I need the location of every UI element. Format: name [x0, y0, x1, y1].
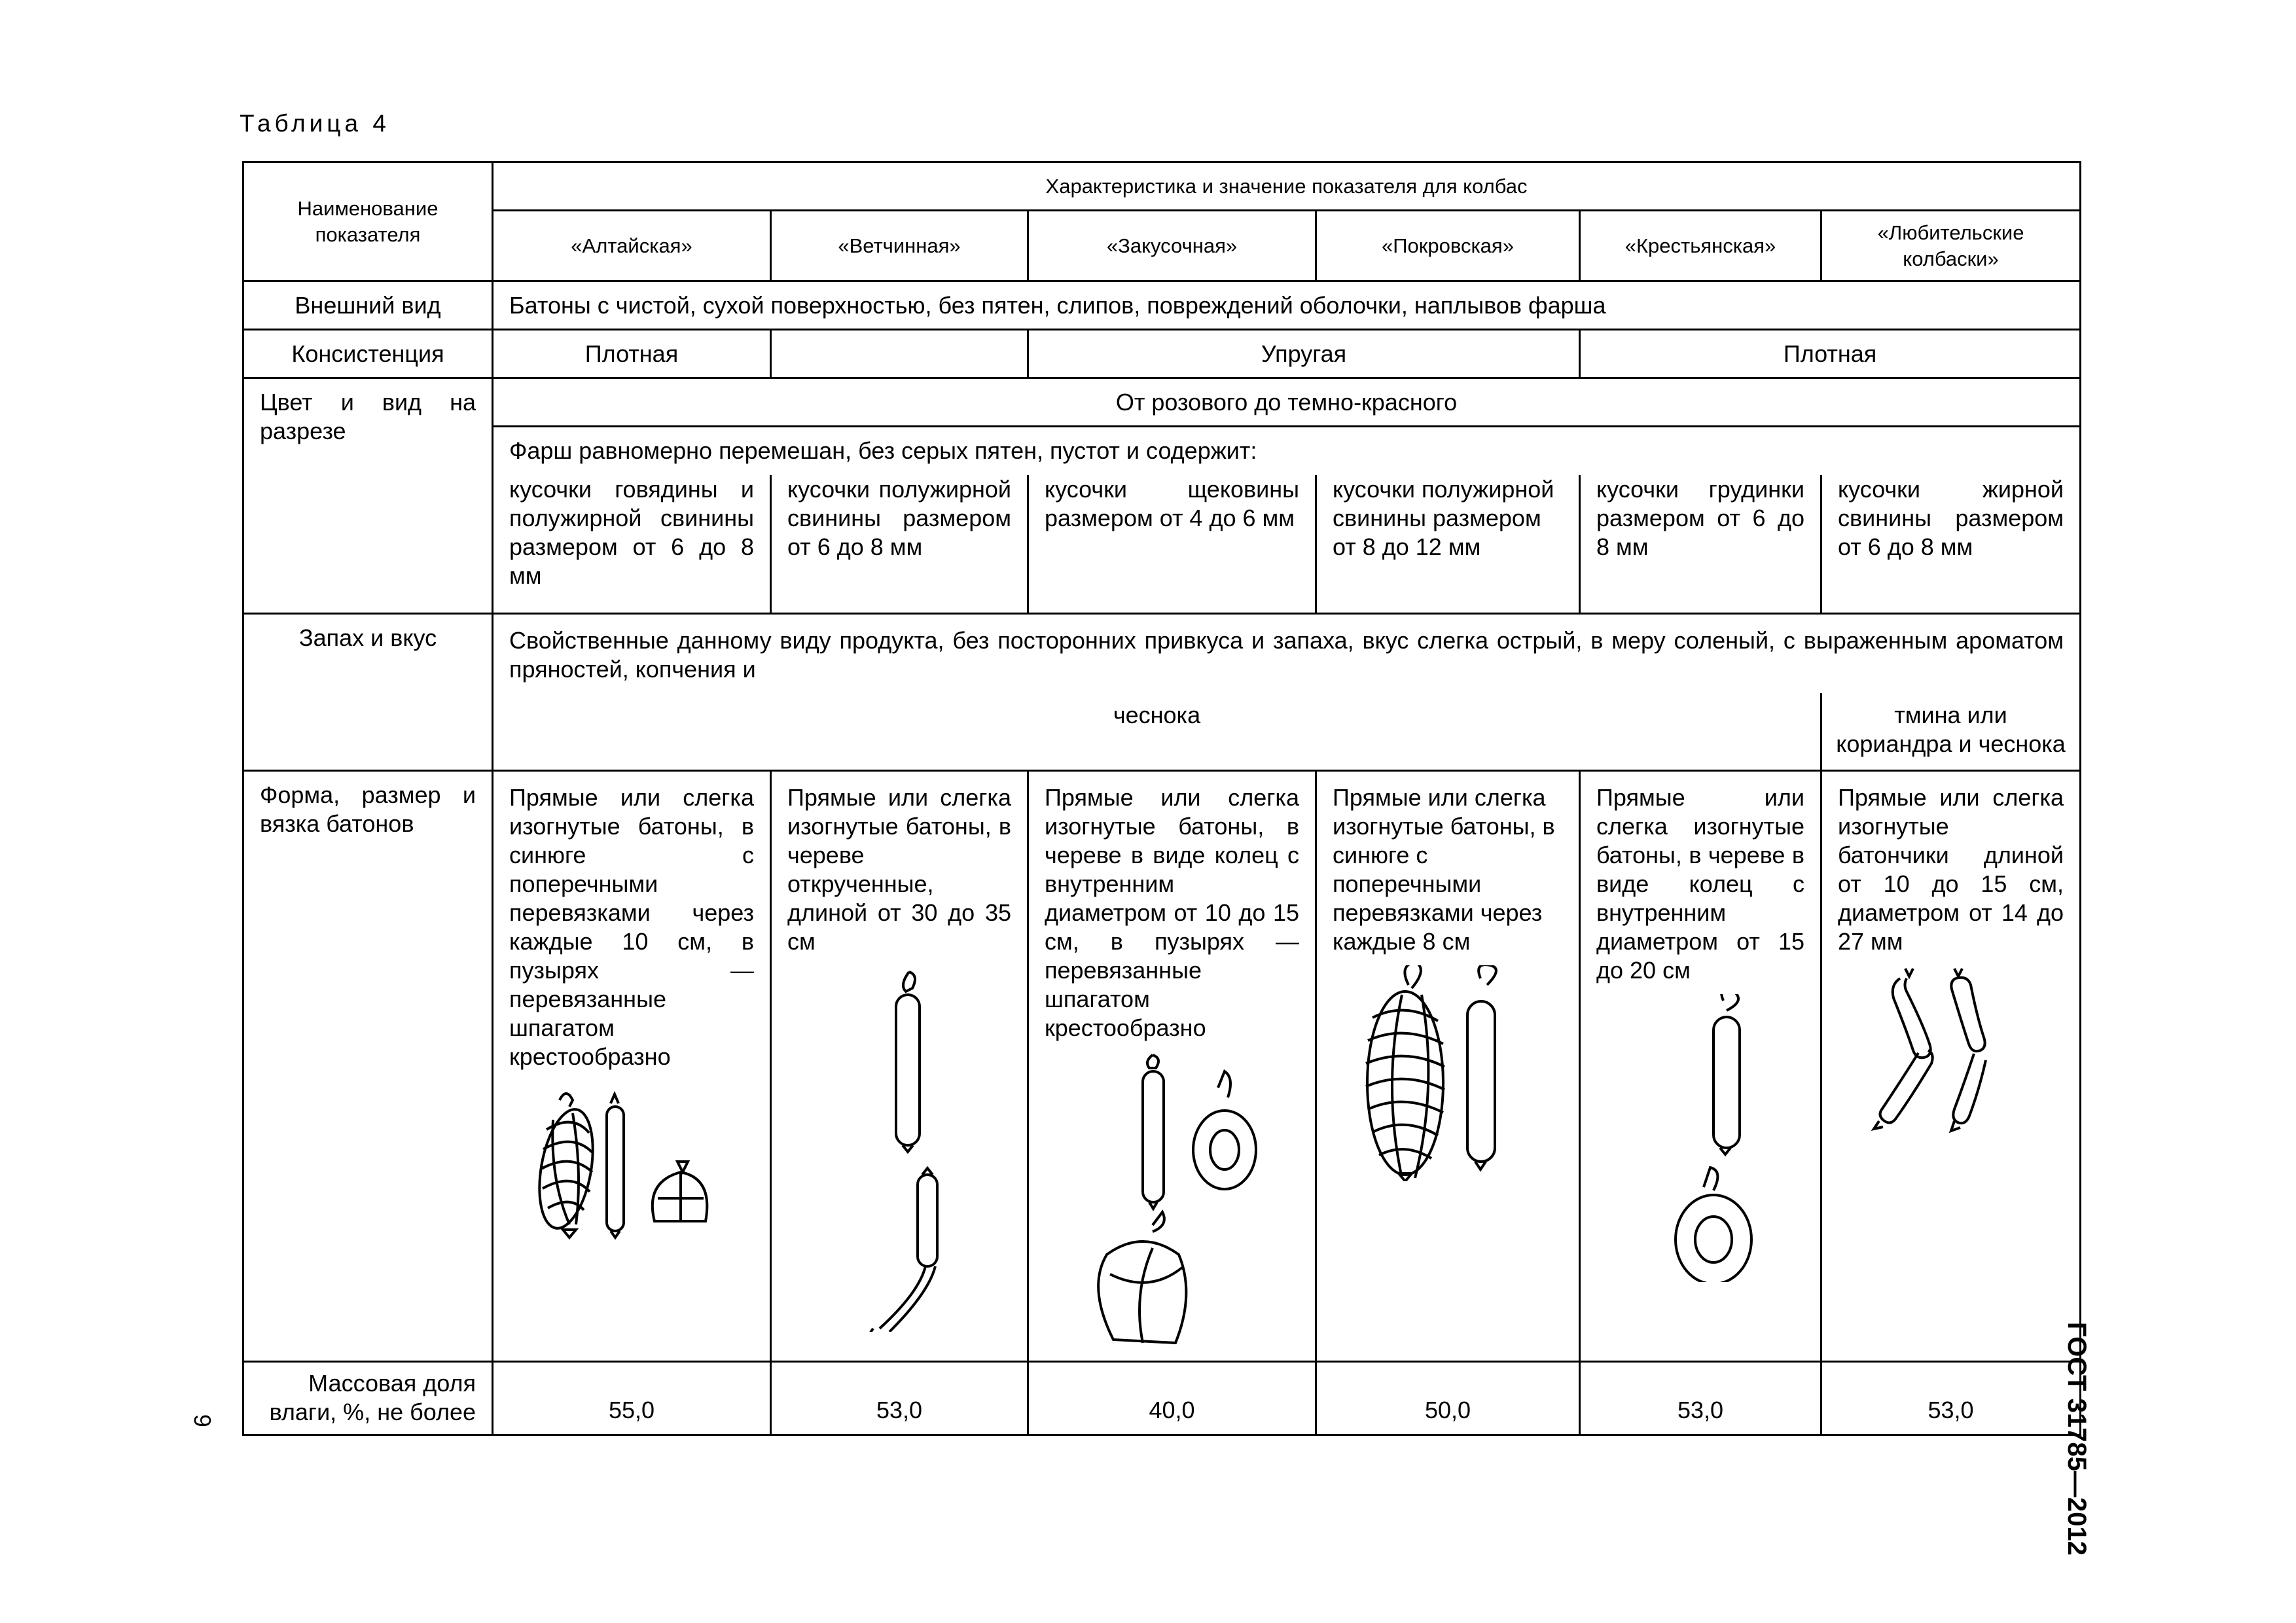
consistency-middle: Упругая — [1028, 330, 1580, 378]
color-value: От розового до темно-красного — [493, 378, 2081, 427]
header-col-krest: «Крестьянская» — [1580, 211, 1821, 281]
color-cell-vetchin: кусочки полужирной свинины размером от 6 до 8 мм — [771, 475, 1028, 614]
color-cell-zakus: кусочки щековины размером от 4 до 6 мм — [1028, 475, 1316, 614]
header-col-vetchin: «Ветчинная» — [771, 211, 1028, 281]
row-label-appearance: Внешний вид — [243, 281, 493, 330]
characteristics-table — [242, 161, 2081, 1436]
moisture-zakus: 40,0 — [1028, 1361, 1316, 1435]
consistency-vetchin — [771, 330, 1028, 378]
header-group: Характеристика и значение показателя для колбас — [493, 162, 2081, 211]
smell-caraway: тмина или кориандра и чеснока — [1821, 693, 2081, 770]
moisture-vetchin: 53,0 — [771, 1361, 1028, 1435]
moisture-altai: 55,0 — [493, 1361, 771, 1435]
row-label-consistency: Консистенция — [243, 330, 493, 378]
krest-sausages-illustration — [1615, 994, 1785, 1282]
moisture-krest: 53,0 — [1580, 1361, 1821, 1435]
color-cell-pokrov: кусочки полужирной свинины размером от 8 до 12 мм — [1316, 475, 1580, 614]
shape-cell-krest: Прямые или слегка изогнутые батоны, в череве в виде колец с внутренним диаметром от 15 до 20 см — [1580, 770, 1821, 1361]
shape-cell-altai: Прямые или слегка изогнутые батоны, в синюге с поперечными перевязками через каждые 10 см, в пузырях — перевязанные шпагатом крестообразно — [493, 770, 771, 1361]
pokrov-sausages-illustration — [1350, 965, 1546, 1181]
header-col-zakus: «Закусочная» — [1028, 211, 1316, 281]
smell-garlic: чеснока — [493, 693, 1821, 770]
shape-cell-zakus: Прямые или слегка изогнутые батоны, в череве в виде колец с внутренним диаметром от 10 до 15 см, в пузырях — перевязанные шпагатом крестообразно — [1028, 770, 1316, 1361]
altai-sausages-illustration — [533, 1080, 730, 1244]
smell-common: Свойственные данному виду продукта, без посторонних привкуса и запаха, вкус слегка острый, в меру соленый, с выраженным ароматом пряностей, копчения и — [493, 614, 2081, 694]
shape-cell-pokrov: Прямые или слегка изогнутые батоны, в синюге с поперечными перевязками через каждые 8 см — [1316, 770, 1580, 1361]
page-number: 6 — [189, 1414, 217, 1428]
appearance-value: Батоны с чистой, сухой поверхностью, без пятен, слипов, повреждений оболочки, наплывов фарша — [493, 281, 2081, 330]
color-cell-altai: кусочки говядины и полужирной свинины размером от 6 до 8 мм — [493, 475, 771, 614]
shape-cell-vetchin: Прямые или слегка изогнутые батоны, в череве открученные, длиной от 30 до 35 см — [771, 770, 1028, 1361]
consistency-altai: Плотная — [493, 330, 771, 378]
gost-label: ГОСТ 31785—2012 — [2062, 1322, 2091, 1556]
header-col-pokrov: «Покровская» — [1316, 211, 1580, 281]
header-col-lubit: «Любительские колбаски» — [1821, 211, 2081, 281]
zakus-sausages-illustration — [1074, 1052, 1270, 1353]
row-label-shape: Форма, размер и вязка батонов — [243, 770, 493, 1361]
row-label-moisture: Массовая доля влаги, %, не более — [243, 1361, 493, 1435]
moisture-pokrov: 50,0 — [1316, 1361, 1580, 1435]
consistency-right: Плотная — [1580, 330, 2081, 378]
color-cell-lubit: кусочки жирной свинины размером от 6 до 8 мм — [1821, 475, 2081, 614]
header-col-altai: «Алтайская» — [493, 211, 771, 281]
color-cell-krest: кусочки грудинки размером от 6 до 8 мм — [1580, 475, 1821, 614]
row-label-color: Цвет и вид на разрезе — [243, 378, 493, 614]
header-indicator: Наименование показателя — [243, 162, 493, 281]
mince-text: Фарш равномерно перемешан, без серых пятен, пустот и содержит: — [493, 427, 2081, 475]
vetchin-sausages-illustration — [834, 965, 965, 1332]
table-caption: Таблица 4 — [240, 110, 390, 137]
shape-cell-lubit: Прямые или слегка изогнутые батончики длиной от 10 до 15 см, диаметром от 14 до 27 мм — [1821, 770, 2081, 1361]
moisture-lubit: 53,0 — [1821, 1361, 2081, 1435]
lubit-sausages-illustration — [1866, 965, 2036, 1135]
row-label-smell: Запах и вкус — [243, 614, 493, 771]
